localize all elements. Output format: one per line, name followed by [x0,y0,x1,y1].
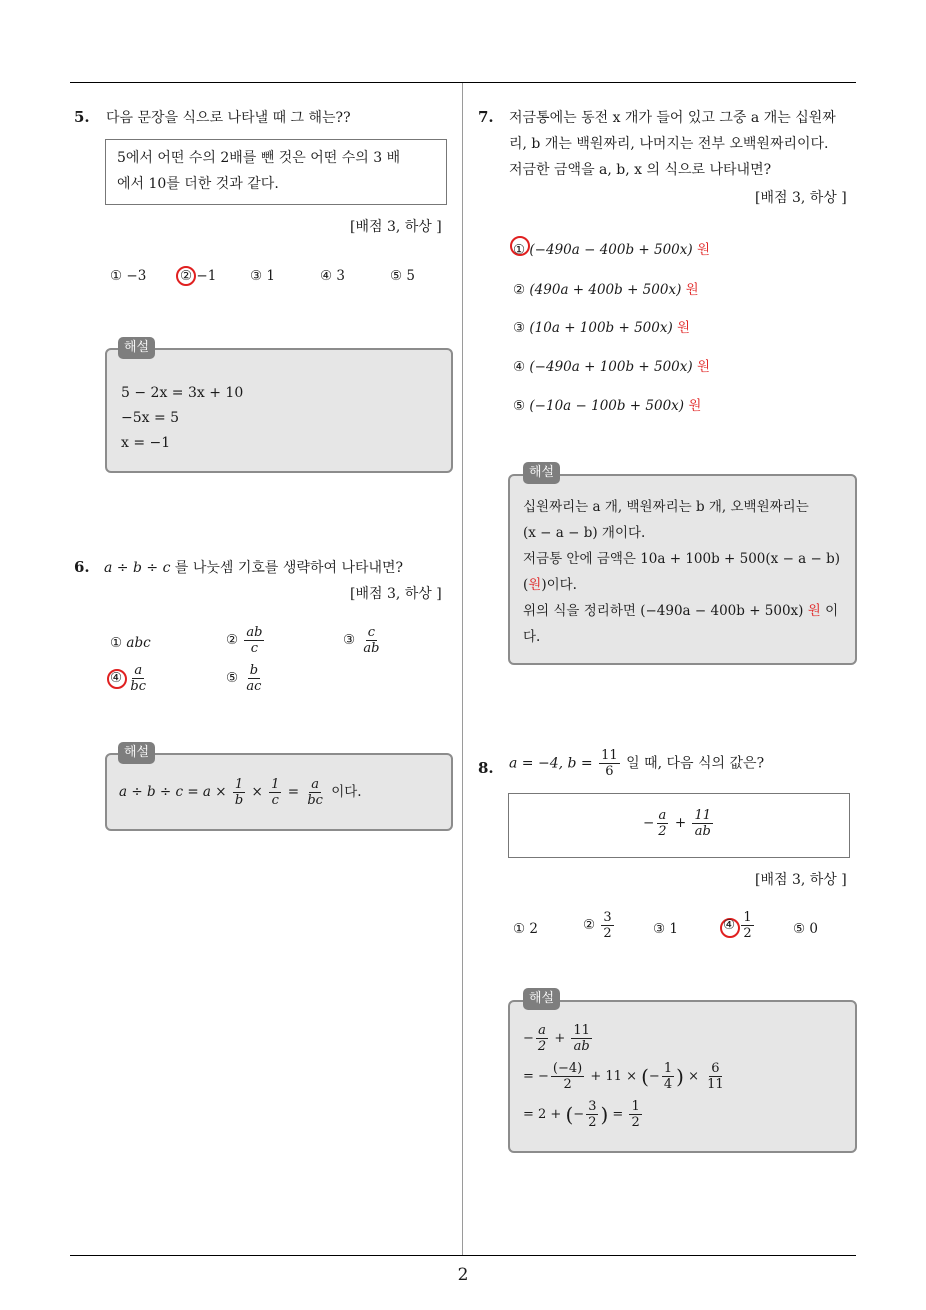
q6-expression: a ÷ b ÷ c [104,560,171,576]
q7-line3: 저금한 금액을 a, b, x 의 식으로 나타내면? [509,162,772,178]
times-symbol: × [251,784,263,800]
q7-solution-line: 다. [523,629,541,645]
q6-solution-end: 이다. [331,784,362,800]
option-value: 2 [529,921,538,937]
option-value: (−490a + 100b + 500x) [529,359,693,375]
q8-number: 8. [478,759,494,777]
bottom-rule [70,1255,856,1256]
q6-solution-fraction: $\frac{1}{c}$ [271,777,280,808]
q6-solution-fraction: $\frac{1}{b}$ [234,777,244,808]
option-unit: 원 [688,398,702,414]
option-value: (10a + 100b + 500x) [529,320,673,336]
q8-option-1[interactable] [513,921,538,937]
q5-solution-line: 5 − 2x = 3x + 10 [121,385,244,401]
q7-solution-line: 십원짜리는 a 개, 백원짜리는 b 개, 오백원짜리는 [523,499,809,515]
option-mark: ② [583,917,596,933]
expression-fraction: $\frac{a}{2}$ [658,808,667,839]
option-mark: ① [110,635,123,651]
equals-symbol: = [287,784,300,800]
option-fraction: $\frac{ab}{c}$ [246,625,263,656]
q5-number: 5. [74,108,90,126]
page-number: 2 [457,1265,469,1285]
q6-option-5[interactable] [226,663,265,694]
q8-solution-row: − $\frac{a}{2}$ + $\frac{11}{ab}$ [523,1023,590,1054]
option-value: abc [126,635,151,651]
option-mark: ③ [513,320,526,336]
option-mark: ① [513,921,526,937]
q6-option-1[interactable] [110,635,151,651]
option-value: 1 [669,921,678,937]
q5-condition-box [105,139,447,205]
q8-solution-box [508,1000,857,1153]
q7-solution-tag: 해설 [523,462,560,484]
q6-solution-fraction: $\frac{a}{bc}$ [307,777,323,808]
option-mark: ⑤ [226,670,239,686]
q7-number: 7. [478,108,494,126]
q5-score: [배점 3, 하상 ] [350,219,442,235]
option-fraction: $\frac{b}{ac}$ [246,663,262,694]
q7-line2: 리, b 개는 백원짜리, 나머지는 전부 오백원짜리이다. [509,136,829,152]
q8-option-3[interactable] [653,921,678,937]
q7-solution-line: (원)이다. [523,577,577,593]
option-value: 0 [809,921,818,937]
q6-solution-start: a ÷ b ÷ c = a × [119,784,227,800]
option-mark: ③ [343,632,356,648]
q8-solution-row: = − $\frac{(-4)}{2}$ + 11 × (− $\frac{1}{4}$ ) × $\frac{6}{11}$ [523,1061,724,1092]
q8-solution-row: = 2 + (− $\frac{3}{2}$ ) = $\frac{1}{2}$ [523,1099,640,1130]
q8-option-5[interactable] [793,921,818,937]
q7-solution-line: 위의 식을 정리하면 (−490a − 400b + 500x) 원 이 [523,603,839,619]
option-mark: ⑤ [513,398,526,414]
q8-condition-fraction: $\frac{11}{6}$ [601,748,618,779]
q5-option-2[interactable]: ② −1 [180,268,217,284]
q8-solution-tag: 해설 [523,988,560,1010]
q8-condition-start: a = −4, b = [509,755,593,772]
expression-fraction: $\frac{11}{ab}$ [694,808,712,839]
option-unit: 원 [696,242,710,258]
q6-score: [배점 3, 하상 ] [350,586,442,602]
option-mark: ② [226,632,239,648]
q5-box-line2: 에서 10를 더한 것과 같다. [117,176,279,192]
q8-option-2[interactable] [583,910,616,941]
option-fraction: $\frac{a}{bc}$ [130,663,147,694]
option-mark: ① [513,242,526,258]
q5-text: 다음 문장을 식으로 나타낼 때 그 해는?? [106,110,351,126]
q5-solution-tag: 해설 [118,337,155,359]
option-mark: ⑤ [793,921,806,937]
option-value: (−490a − 400b + 500x) [529,242,693,258]
q8-score: [배점 3, 하상 ] [755,872,847,888]
q6-solution-box [105,753,453,831]
q6-option-2[interactable] [226,625,266,656]
option-unit: 원 [677,320,691,336]
q6-number: 6. [74,558,90,576]
q8-question: 일 때, 다음 식의 값은? [626,755,765,772]
q7-solution-line: (x − a − b) 개이다. [523,525,646,541]
option-mark: ④ [513,359,526,375]
top-rule [70,82,856,83]
option-mark: ② [513,282,526,298]
q8-option-4[interactable] [723,910,756,941]
q7-solution-line: 저금통 안에 금액은 10a + 100b + 500(x − a − b) [523,551,841,567]
q7-option-1[interactable] [513,238,710,258]
option-fraction: $\frac{1}{2}$ [743,910,752,941]
q7-option-4[interactable] [513,355,710,375]
q5-option-4[interactable]: ④ 3 [320,268,345,284]
q6-text [104,555,403,581]
q7-option-3[interactable] [513,316,690,336]
option-unit: 원 [696,359,710,375]
column-divider [462,83,463,1255]
option-mark: ③ [653,921,666,937]
q5-option-1[interactable]: ① −3 [110,268,147,284]
option-value: (−10a − 100b + 500x) [529,398,685,414]
option-mark: ④ [110,670,123,686]
option-mark: ④ [723,917,736,933]
q8-expression-box: − $\frac{a}{2}$ + $\frac{11}{ab}$ [508,793,850,858]
option-value: (490a + 400b + 500x) [529,282,682,298]
q7-score: [배점 3, 하상 ] [755,190,847,206]
option-fraction: $\frac{3}{2}$ [603,910,612,941]
q8-condition [509,748,764,779]
q6-option-4[interactable] [110,663,150,694]
q5-option-5[interactable]: ⑤ 5 [390,268,415,284]
q5-option-3[interactable]: ③ 1 [250,268,275,284]
q7-option-2[interactable] [513,278,699,298]
option-fraction: $\frac{c}{ab}$ [363,625,380,656]
q5-solution-line: −5x = 5 [121,410,180,426]
option-unit: 원 [685,282,699,298]
q7-option-5[interactable] [513,394,701,414]
q5-box-line1: 5에서 어떤 수의 2배를 뺀 것은 어떤 수의 3 배 [117,150,401,166]
q6-question: 를 나눗셈 기호를 생략하여 나타내면? [174,560,404,576]
q5-solution-line: x = −1 [121,435,171,451]
q6-solution-tag: 해설 [118,742,155,764]
q6-option-3[interactable] [343,625,383,656]
q5-solution-box [105,348,453,473]
q7-line1: 저금통에는 동전 x 개가 들어 있고 그중 a 개는 십원짜 [509,110,836,126]
q7-solution-box [508,474,857,665]
